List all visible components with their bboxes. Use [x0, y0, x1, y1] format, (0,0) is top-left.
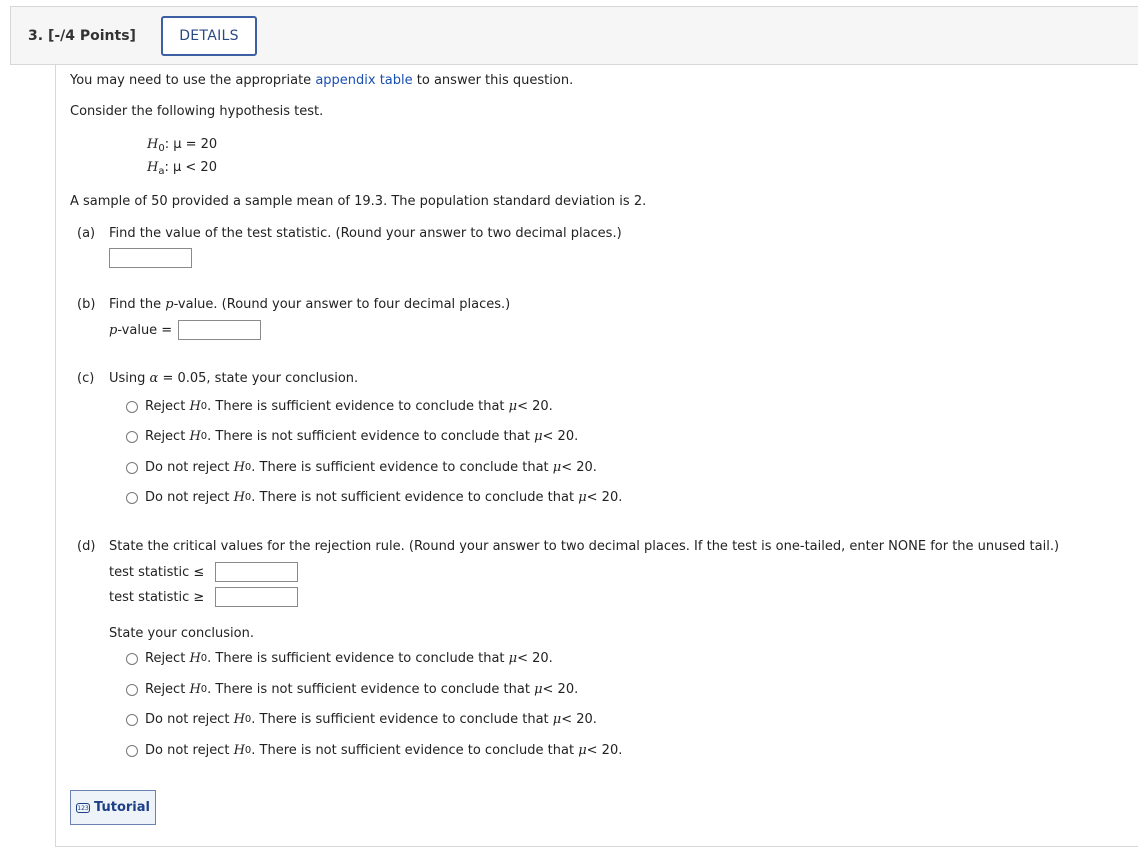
h-symbol: H: [147, 160, 159, 175]
lower-critical-input[interactable]: [215, 562, 298, 582]
h-symbol: H: [233, 460, 245, 475]
option-lead: Do not reject: [145, 743, 230, 758]
option-end: < 20.: [586, 490, 623, 505]
tutorial-icon: 123: [77, 804, 89, 812]
mu-symbol: μ: [552, 712, 562, 727]
null-hypothesis: [147, 137, 217, 152]
sample-text: A sample of 50 provided a sample mean of 19.3. The population standard deviation is 2.: [70, 194, 647, 209]
mu-symbol: μ: [508, 651, 518, 666]
part-c-post: = 0.05, state your conclusion.: [158, 371, 359, 386]
h-symbol: H: [189, 429, 201, 444]
lower-critical-label: test statistic ≤: [109, 565, 205, 580]
mu-symbol: μ: [534, 682, 543, 697]
option-tail: . There is not sufficient evidence to conclude that: [207, 429, 530, 444]
p-symbol: p: [109, 323, 118, 338]
part-c-label: (c): [77, 371, 95, 386]
alpha-symbol: α: [149, 371, 159, 386]
radio-button[interactable]: [126, 684, 138, 696]
h-rest: : μ = 20: [164, 137, 218, 152]
radio-button[interactable]: [126, 653, 138, 665]
tutorial-label: Tutorial: [94, 800, 150, 815]
intro-suffix: to answer this question.: [416, 73, 574, 88]
part-d-option-1[interactable]: Reject H 0 . There is sufficient evidence to conclude that μ < 20.: [126, 651, 553, 666]
h-symbol: H: [233, 490, 245, 505]
option-lead: Do not reject: [145, 460, 230, 475]
question-header: [10, 6, 1138, 65]
part-c-text: [109, 371, 358, 386]
consider-text: Consider the following hypothesis test.: [70, 104, 324, 119]
radio-button[interactable]: [126, 492, 138, 504]
appendix-table-link[interactable]: appendix table: [315, 73, 413, 88]
option-lead: Reject: [145, 682, 186, 697]
option-tail: . There is sufficient evidence to conclude that: [251, 712, 549, 727]
part-a-text: Find the value of the test statistic. (Round your answer to two decimal places.): [109, 226, 622, 241]
h-sub: 0: [158, 143, 165, 154]
question-points: [28, 28, 136, 44]
h-symbol: H: [233, 712, 245, 727]
radio-button[interactable]: [126, 745, 138, 757]
mu-symbol: μ: [534, 429, 543, 444]
h-symbol: H: [233, 743, 245, 758]
mu-symbol: μ: [508, 399, 518, 414]
h-symbol: H: [189, 399, 201, 414]
tutorial-button[interactable]: [70, 790, 156, 825]
intro-prefix: You may need to use the appropriate: [70, 73, 312, 88]
part-c-option-2[interactable]: Reject H 0 . There is not sufficient evidence to conclude that μ < 20.: [126, 429, 578, 444]
points-label: [-/4 Points]: [47, 28, 136, 44]
part-b-label: (b): [77, 297, 96, 312]
details-button[interactable]: DETAILS: [161, 16, 257, 56]
radio-button[interactable]: [126, 462, 138, 474]
p-symbol: p: [165, 297, 174, 312]
alt-hypothesis: [147, 160, 217, 175]
part-d-option-2[interactable]: Reject H 0 . There is not sufficient evidence to conclude that μ < 20.: [126, 682, 578, 697]
mu-symbol: μ: [578, 743, 587, 758]
part-d-option-4[interactable]: Do not reject H 0 . There is not sufficient evidence to conclude that μ < 20.: [126, 743, 622, 758]
p-value-label: [109, 323, 172, 338]
part-b-pre: Find the: [109, 297, 166, 312]
option-end: < 20.: [586, 743, 623, 758]
part-d-text: State the critical values for the rejection rule. (Round your answer to two decimal places. If the test is one-tailed, enter NONE for the unused tail.): [109, 539, 1060, 554]
radio-button[interactable]: [126, 431, 138, 443]
option-end: < 20.: [561, 460, 597, 475]
option-end: < 20.: [517, 399, 553, 414]
radio-button[interactable]: [126, 401, 138, 413]
option-tail: . There is sufficient evidence to conclude that: [251, 460, 549, 475]
option-end: < 20.: [542, 682, 579, 697]
h-sub: a: [158, 166, 165, 177]
option-lead: Reject: [145, 399, 186, 414]
part-c-option-4[interactable]: Do not reject H 0 . There is not sufficient evidence to conclude that μ < 20.: [126, 490, 622, 505]
option-tail: . There is not sufficient evidence to conclude that: [251, 743, 575, 758]
part-c-option-1[interactable]: Reject H 0 . There is sufficient evidence to conclude that μ < 20.: [126, 399, 553, 414]
state-conclusion-text: State your conclusion.: [109, 626, 254, 641]
mu-symbol: μ: [578, 490, 587, 505]
h-symbol: H: [189, 682, 201, 697]
question-number: 3.: [28, 28, 44, 44]
part-a-label: (a): [77, 226, 96, 241]
part-b-text: [109, 297, 510, 312]
option-end: < 20.: [542, 429, 579, 444]
upper-critical-label: test statistic ≥: [109, 590, 205, 605]
mu-symbol: μ: [552, 460, 562, 475]
option-lead: Reject: [145, 429, 186, 444]
radio-button[interactable]: [126, 714, 138, 726]
option-tail: . There is not sufficient evidence to conclude that: [207, 682, 530, 697]
part-d-label: (d): [77, 539, 96, 554]
part-b-post: -value. (Round your answer to four decimal places.): [173, 297, 511, 312]
option-lead: Reject: [145, 651, 186, 666]
option-tail: . There is sufficient evidence to conclude that: [207, 651, 505, 666]
part-c-option-3[interactable]: Do not reject H 0 . There is sufficient evidence to conclude that μ < 20.: [126, 460, 597, 475]
h-symbol: H: [147, 137, 159, 152]
intro-text: [70, 73, 573, 88]
h-symbol: H: [189, 651, 201, 666]
upper-critical-input[interactable]: [215, 587, 298, 607]
option-end: < 20.: [517, 651, 553, 666]
option-lead: Do not reject: [145, 490, 230, 505]
option-lead: Do not reject: [145, 712, 230, 727]
option-tail: . There is not sufficient evidence to conclude that: [251, 490, 575, 505]
p-value-input[interactable]: [178, 320, 261, 340]
test-statistic-input[interactable]: [109, 248, 192, 268]
part-c-pre: Using: [109, 371, 150, 386]
question-panel: [55, 65, 1138, 847]
option-end: < 20.: [561, 712, 597, 727]
part-d-option-3[interactable]: Do not reject H 0 . There is sufficient evidence to conclude that μ < 20.: [126, 712, 597, 727]
h-rest: : μ < 20: [164, 160, 217, 175]
option-tail: . There is sufficient evidence to conclude that: [207, 399, 505, 414]
p-value-rest: -value =: [117, 323, 173, 338]
